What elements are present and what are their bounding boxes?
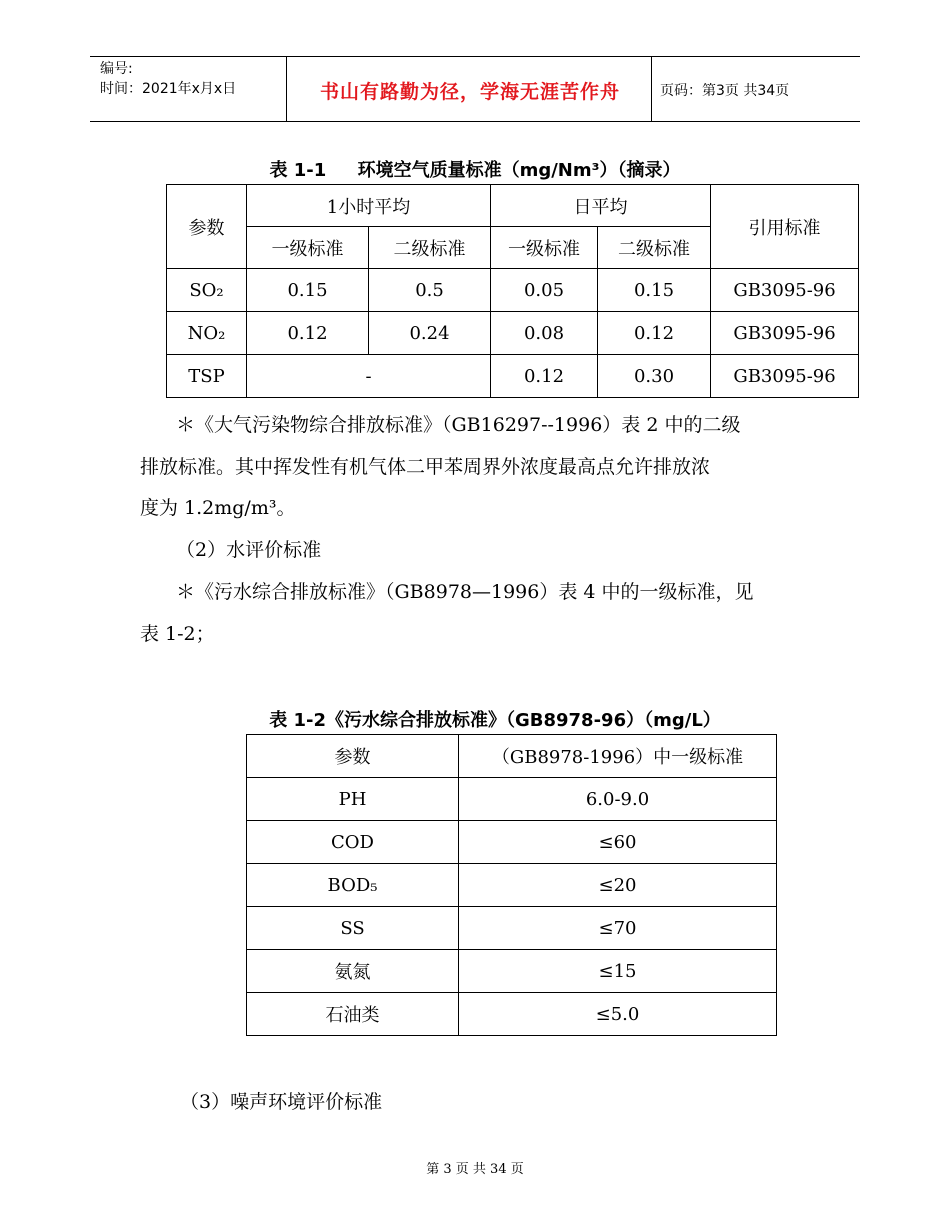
param-header: 参数	[247, 735, 459, 778]
table1-caption: 表 1-1 环境空气质量标准（mg/Nm³）（摘录）	[269, 160, 681, 181]
header-divider-right	[651, 56, 652, 122]
header-top-rule	[90, 56, 860, 57]
page-footer: 第 3 页 共 34 页	[426, 1162, 524, 1177]
air-quality-table	[166, 184, 859, 398]
param-cell: NO₂	[167, 312, 247, 355]
reference-cell: GB3095-96	[711, 269, 859, 312]
time-label: 时间：2021年x月x日	[100, 81, 237, 97]
air-standard-paragraph-line3: 度为 1.2mg/m³。	[140, 497, 296, 519]
table-row	[167, 312, 859, 355]
hourly-average-header: 1小时平均	[247, 185, 491, 227]
param-cell: BOD₅	[247, 864, 459, 907]
table-row	[167, 269, 859, 312]
table2-caption: 表 1-2《污水综合排放标准》（GB8978-96）（mg/L）	[269, 710, 721, 731]
header-bottom-rule	[90, 121, 860, 122]
water-standard-paragraph-line2: 表 1-2；	[140, 623, 215, 645]
param-cell: 石油类	[247, 993, 459, 1036]
table-row	[247, 821, 777, 864]
param-cell: SO₂	[167, 269, 247, 312]
value-cell: 0.24	[369, 312, 491, 355]
param-cell: SS	[247, 907, 459, 950]
table-row	[247, 778, 777, 821]
value-cell: ≤15	[459, 950, 777, 993]
water-standard-heading: （2）水评价标准	[176, 539, 322, 561]
value-cell: 6.0-9.0	[459, 778, 777, 821]
value-cell: 0.12	[491, 355, 598, 398]
value-cell: 0.08	[491, 312, 598, 355]
param-cell: TSP	[167, 355, 247, 398]
table-row	[247, 993, 777, 1036]
param-cell: 氨氮	[247, 950, 459, 993]
value-cell: 0.15	[598, 269, 711, 312]
hourly-grade1-header: 一级标准	[247, 227, 369, 269]
table-row	[167, 355, 859, 398]
water-standard-paragraph-line1: ＊《污水综合排放标准》（GB8978—1996）表 4 中的一级标准，见	[176, 581, 754, 603]
value-cell: 0.05	[491, 269, 598, 312]
value-cell: ≤5.0	[459, 993, 777, 1036]
reference-cell: GB3095-96	[711, 355, 859, 398]
value-cell: 0.30	[598, 355, 711, 398]
reference-cell: GB3095-96	[711, 312, 859, 355]
noise-standard-heading: （3）噪声环境评价标准	[180, 1091, 383, 1113]
table-row	[247, 907, 777, 950]
daily-grade2-header: 二级标准	[598, 227, 711, 269]
code-label: 编号:	[100, 61, 133, 77]
grade1-standard-header: （GB8978-1996）中一级标准	[459, 735, 777, 778]
reference-standard-header: 引用标准	[711, 185, 859, 269]
value-cell: ≤70	[459, 907, 777, 950]
page-info: 页码：第3页 共34页	[660, 83, 790, 99]
header-divider-left	[286, 56, 287, 122]
motto: 书山有路勤为径，学海无涯苦作舟	[319, 81, 620, 103]
value-cell: 0.12	[598, 312, 711, 355]
param-header: 参数	[167, 185, 247, 269]
air-standard-paragraph-line2: 排放标准。其中挥发性有机气体二甲苯周界外浓度最高点允许排放浓	[140, 456, 711, 478]
air-standard-paragraph-line1: ＊《大气污染物综合排放标准》（GB16297--1996）表 2 中的二级	[176, 414, 741, 436]
table-row	[247, 864, 777, 907]
value-cell: -	[247, 355, 491, 398]
value-cell: ≤20	[459, 864, 777, 907]
value-cell: 0.15	[247, 269, 369, 312]
table-row	[247, 950, 777, 993]
value-cell: 0.5	[369, 269, 491, 312]
param-cell: PH	[247, 778, 459, 821]
param-cell: COD	[247, 821, 459, 864]
value-cell: ≤60	[459, 821, 777, 864]
hourly-grade2-header: 二级标准	[369, 227, 491, 269]
daily-grade1-header: 一级标准	[491, 227, 598, 269]
value-cell: 0.12	[247, 312, 369, 355]
daily-average-header: 日平均	[491, 185, 711, 227]
wastewater-standard-table	[246, 734, 777, 1036]
